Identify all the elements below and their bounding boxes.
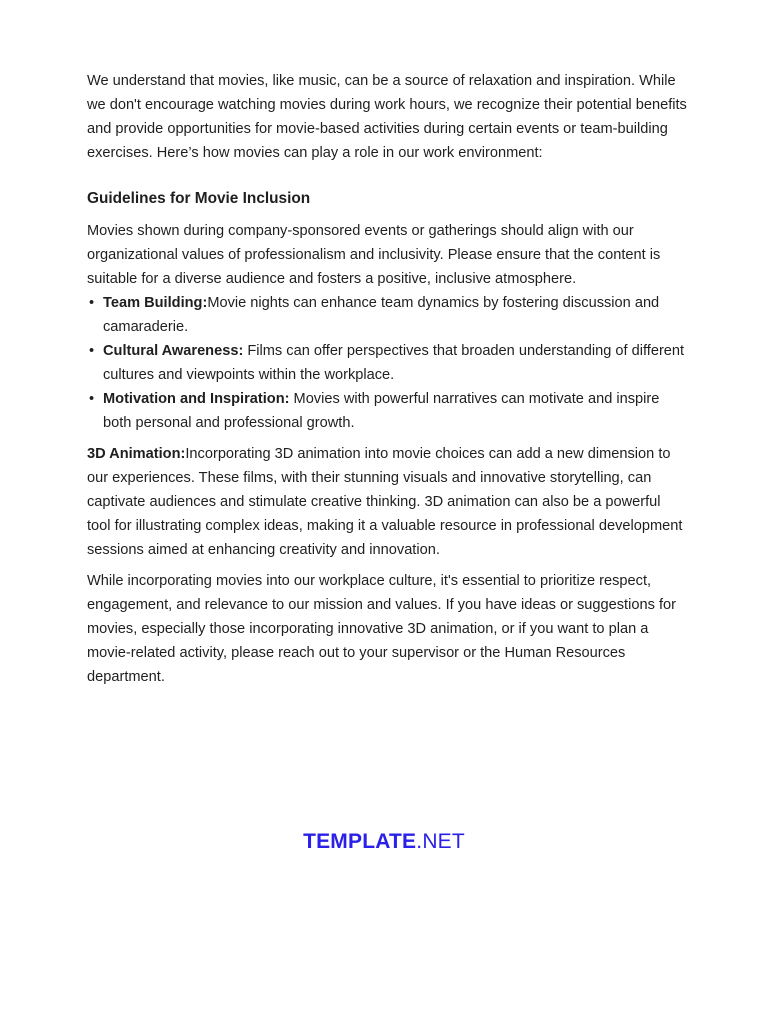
animation-term: 3D Animation:	[87, 446, 186, 462]
intro-paragraph: We understand that movies, like music, can be a source of relaxation and inspiration. While we don't encourage watching movies during work hours, we recognize their potential benefits and provide opportunities for movie-based activities during certain events or team-building exercises. Here’s how movies can play a role in our work environment:	[87, 73, 687, 161]
list-item-text: Movie nights can enhance team dynamics by fostering discussion and camaraderie.	[103, 295, 660, 335]
bullet-icon: •	[89, 391, 95, 407]
guidelines-paragraph: Movies shown during company-sponsored events or gatherings should align with our organizational values of professionalism and inclusivity. Please ensure that the content is suitable for a diverse audience and fosters a positive, inclusive atmosphere.	[87, 223, 661, 287]
animation-paragraph	[87, 442, 687, 562]
list-item	[87, 291, 687, 339]
bullet-icon: •	[89, 343, 95, 359]
list-item-term: Motivation and Inspiration:	[103, 391, 290, 407]
animation-text: Incorporating 3D animation into movie choices can add a new dimension to our experiences. These films, with their stunning visuals and innovative storytelling, can captivate audiences and stimulate creative thinking. 3D animation can also be a powerful tool for illustrating complex ideas, making it a valuable resource in professional development sessions aimed at enhancing creativity and innovation.	[87, 446, 683, 558]
list-item	[87, 387, 687, 435]
bullet-icon: •	[89, 295, 95, 311]
guidelines-heading: Guidelines for Movie Inclusion	[87, 190, 311, 207]
list-item-text: Movies with powerful narratives can motivate and inspire both personal and professional growth.	[103, 391, 660, 431]
closing-paragraph: While incorporating movies into our workplace culture, it's essential to prioritize respect, engagement, and relevance to our mission and values. If you have ideas or suggestions for movies, especially those incorporating innovative 3D animation, or if you want to plan a movie-related activity, please reach out to your supervisor or the Human Resources department.	[87, 573, 676, 685]
logo-bold-text: TEMPLATE	[303, 830, 417, 853]
list-item-term: Cultural Awareness:	[103, 343, 244, 359]
logo-light-text: .NET	[416, 830, 465, 853]
document-body	[87, 69, 687, 689]
benefits-list	[87, 291, 687, 435]
list-item	[87, 339, 687, 387]
template-net-logo	[0, 830, 768, 854]
list-item-text: Films can offer perspectives that broaden understanding of different cultures and viewpoints within the workplace.	[103, 343, 685, 383]
list-item-term: Team Building:	[103, 295, 208, 311]
